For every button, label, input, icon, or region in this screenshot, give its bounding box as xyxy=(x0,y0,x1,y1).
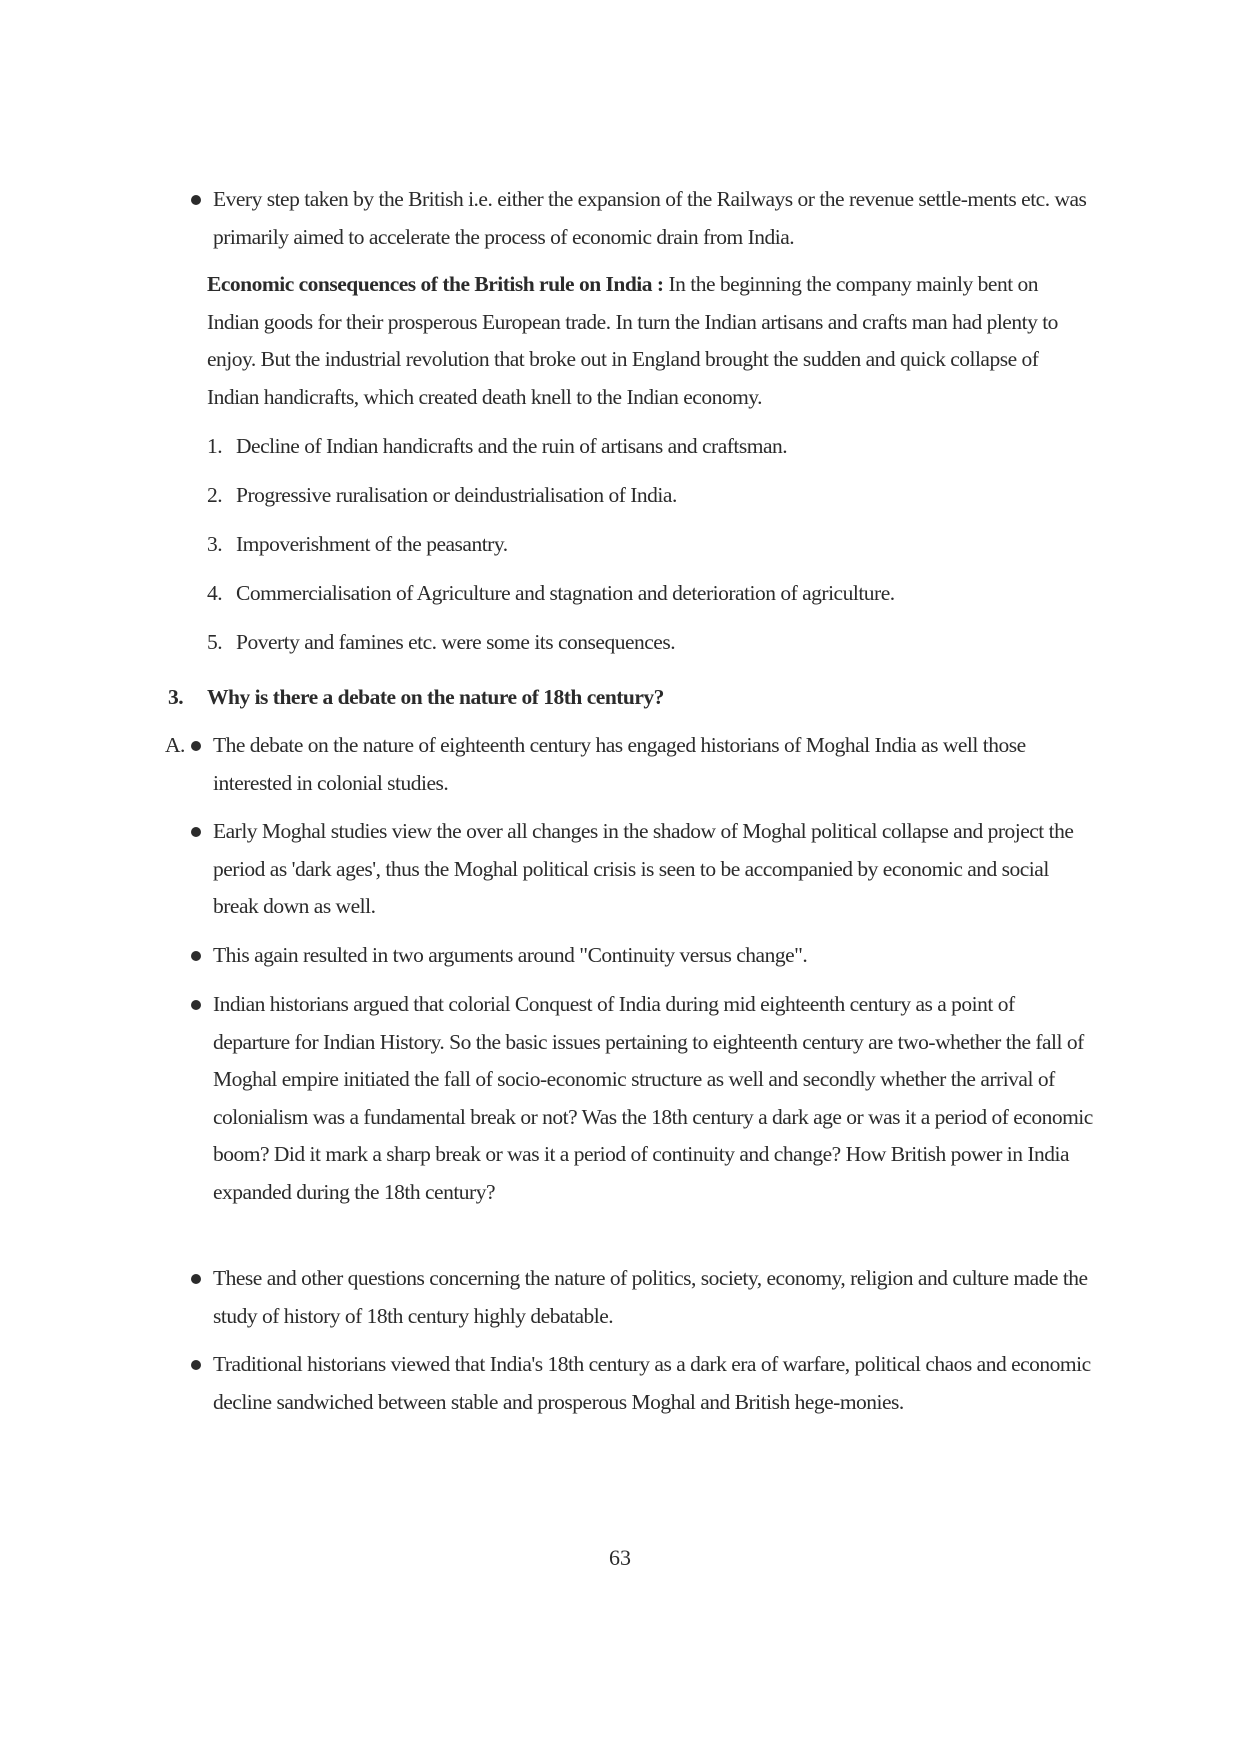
bullet-dot-icon xyxy=(191,1360,201,1370)
consequence-item-1: 1. Decline of Indian handicrafts and the ruin of artisans and craftsman. xyxy=(207,434,788,458)
question-number: 3. xyxy=(168,685,184,709)
answer-bullet-1: The debate on the nature of eighteenth century has engaged historians of Moghal India as well those interested in colonial studies. xyxy=(213,727,1093,802)
question-heading xyxy=(168,679,1093,717)
consequence-item-3: 3. Impoverishment of the peasantry. xyxy=(207,532,508,556)
economic-consequences-paragraph xyxy=(207,266,1093,416)
intro-bullet-text: Every step taken by the British i.e. either the expansion of the Railways or the revenue settle-ments etc. was primarily aimed to accelerate the process of economic drain from India. xyxy=(213,187,1087,249)
economic-consequences-text: In the beginning the company mainly bent on Indian goods for their prosperous European trade. In turn the Indian artisans and crafts man had plenty to enjoy. But the industrial revolution that broke out in England brought the sudden and quick collapse of Indian handicrafts, which created death knell to the Indian economy. xyxy=(207,272,1058,409)
bullet-dot-icon xyxy=(191,741,201,751)
answer-bullet-3: This again resulted in two arguments around "Continuity versus change". xyxy=(213,937,1093,975)
intro-bullet xyxy=(213,181,1093,256)
answer-bullet-4: Indian historians argued that colorial Conquest of India during mid eighteenth century as a point of departure for Indian History. So the basic issues pertaining to eighteenth century are two-whether the fall of Moghal empire initiated the fall of socio-economic structure as well and secondly whether the arrival of colonialism was a fundamental break or not? Was the 18th century a dark age or was it a period of economic boom? Did it mark a sharp break or was it a period of continuity and change? How British power in India expanded during the 18th century? xyxy=(213,986,1093,1211)
economic-consequences-heading: Economic consequences of the British rule on India : xyxy=(207,272,664,296)
answer-bullet-5: These and other questions concerning the nature of politics, society, economy, religion and culture made the study of history of 18th century highly debatable. xyxy=(213,1260,1093,1335)
answer-bullet-6: Traditional historians viewed that India's 18th century as a dark era of warfare, political chaos and economic decline sandwiched between stable and prosperous Moghal and British hege-monies. xyxy=(213,1346,1093,1421)
bullet-dot-icon xyxy=(191,1000,201,1010)
consequence-item-4: 4. Commercialisation of Agriculture and stagnation and deterioration of agriculture. xyxy=(207,581,895,605)
consequence-item-2: 2. Progressive ruralisation or deindustrialisation of India. xyxy=(207,483,677,507)
question-text: Why is there a debate on the nature of 18th century? xyxy=(207,685,664,709)
page-number: 63 xyxy=(609,1545,631,1570)
bullet-dot-icon xyxy=(191,195,201,205)
bullet-dot-icon xyxy=(191,1274,201,1284)
bullet-dot-icon xyxy=(191,827,201,837)
answer-label: A. xyxy=(165,733,185,757)
answer-bullet-2: Early Moghal studies view the over all changes in the shadow of Moghal political collapse and project the period as 'dark ages', thus the Moghal political crisis is seen to be accompanied by economic and social break down as well. xyxy=(213,813,1093,926)
consequence-item-5: 5. Poverty and famines etc. were some its consequences. xyxy=(207,630,676,654)
bullet-dot-icon xyxy=(191,951,201,961)
